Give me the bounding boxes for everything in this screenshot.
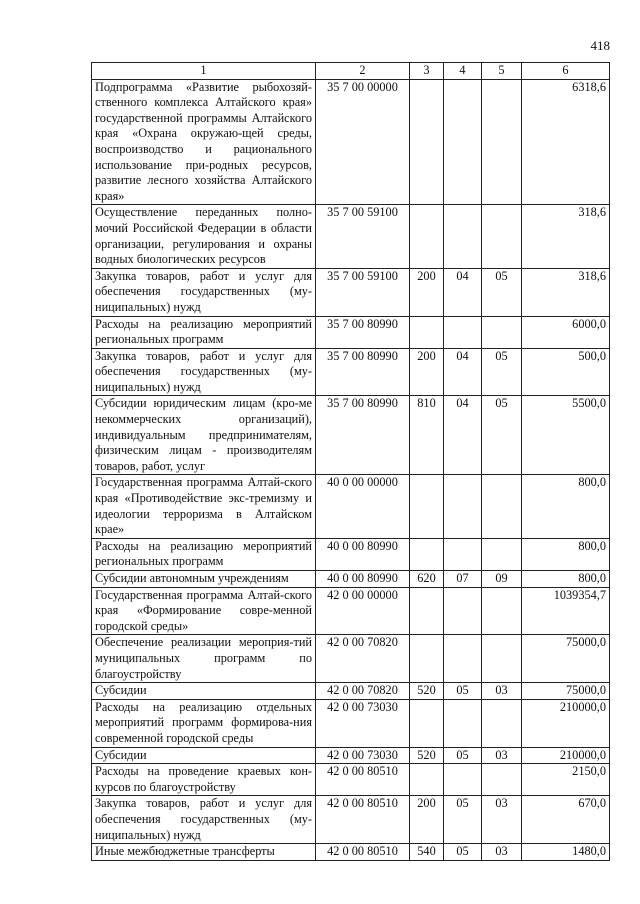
- row-name-cell: Субсидии: [92, 747, 316, 764]
- row-sum-cell: 75000,0: [522, 683, 610, 700]
- table-row: [92, 764, 610, 796]
- table-row: [92, 205, 610, 268]
- row-name-cell: Обеспечение реализации мероприя-тий муниципальных программ по благоустройству: [92, 635, 316, 683]
- row-sum-cell: 800,0: [522, 475, 610, 538]
- header-cell: 4: [444, 63, 482, 80]
- row-name-cell: Государственная программа Алтай-ского края «Формирование совре-менной городской среды»: [92, 587, 316, 635]
- row-vr-cell: 520: [410, 683, 444, 700]
- row-pr-cell: 05: [482, 348, 522, 396]
- row-pr-cell: [482, 764, 522, 796]
- row-sum-cell: 2150,0: [522, 764, 610, 796]
- table-row: [92, 587, 610, 635]
- row-rz-cell: [444, 587, 482, 635]
- row-rz-cell: 05: [444, 683, 482, 700]
- row-code-cell: 35 7 00 80990: [316, 396, 410, 475]
- row-name-cell: Закупка товаров, работ и услуг для обеспечения государственных (му-ниципальных) нужд: [92, 268, 316, 316]
- row-name-cell: Осуществление переданных полно-мочий Российской Федерации в области организации, регулирования и охраны водных биологических ресурсов: [92, 205, 316, 268]
- row-vr-cell: [410, 587, 444, 635]
- row-code-cell: 35 7 00 59100: [316, 268, 410, 316]
- row-pr-cell: 03: [482, 747, 522, 764]
- table-row: [92, 844, 610, 861]
- row-name-cell: Подпрограмма «Развитие рыбохозяй-ственного комплекса Алтайского края» государственной программы Алтайского края «Охрана окружаю-щей среды, воспроизводство и рационального использование при-родных ресурсов, развитие лесного хозяйства Алтайского края»: [92, 79, 316, 205]
- row-code-cell: 42 0 00 73030: [316, 699, 410, 747]
- row-vr-cell: 540: [410, 844, 444, 861]
- row-sum-cell: 1039354,7: [522, 587, 610, 635]
- row-name-cell: Расходы на реализацию мероприятий региональных программ: [92, 316, 316, 348]
- table-row: [92, 571, 610, 588]
- row-vr-cell: 810: [410, 396, 444, 475]
- row-sum-cell: 670,0: [522, 796, 610, 844]
- table-row: [92, 538, 610, 570]
- row-rz-cell: 05: [444, 747, 482, 764]
- row-rz-cell: [444, 699, 482, 747]
- row-vr-cell: [410, 316, 444, 348]
- row-rz-cell: 04: [444, 268, 482, 316]
- row-rz-cell: 05: [444, 796, 482, 844]
- row-sum-cell: 6000,0: [522, 316, 610, 348]
- row-sum-cell: 318,6: [522, 268, 610, 316]
- row-code-cell: 40 0 00 00000: [316, 475, 410, 538]
- row-pr-cell: 03: [482, 796, 522, 844]
- header-cell: 5: [482, 63, 522, 80]
- row-name-cell: Субсидии автономным учреждениям: [92, 571, 316, 588]
- row-pr-cell: 05: [482, 268, 522, 316]
- row-code-cell: 35 7 00 00000: [316, 79, 410, 205]
- row-rz-cell: 04: [444, 348, 482, 396]
- row-name-cell: Расходы на реализацию отдельных мероприятий программ формирова-ния современной городской среды: [92, 699, 316, 747]
- budget-table: [91, 62, 610, 861]
- row-rz-cell: [444, 635, 482, 683]
- row-vr-cell: 620: [410, 571, 444, 588]
- header-row: [92, 63, 610, 80]
- row-code-cell: 35 7 00 80990: [316, 348, 410, 396]
- row-name-cell: Расходы на реализацию мероприятий региональных программ: [92, 538, 316, 570]
- row-vr-cell: [410, 538, 444, 570]
- table-row: [92, 796, 610, 844]
- row-pr-cell: [482, 587, 522, 635]
- row-vr-cell: [410, 635, 444, 683]
- header-cell: 6: [522, 63, 610, 80]
- row-rz-cell: [444, 475, 482, 538]
- row-pr-cell: 03: [482, 683, 522, 700]
- row-sum-cell: 800,0: [522, 571, 610, 588]
- row-rz-cell: [444, 764, 482, 796]
- row-sum-cell: 318,6: [522, 205, 610, 268]
- row-code-cell: 40 0 00 80990: [316, 571, 410, 588]
- table-row: [92, 396, 610, 475]
- row-pr-cell: 03: [482, 844, 522, 861]
- row-pr-cell: [482, 205, 522, 268]
- row-name-cell: Субсидии: [92, 683, 316, 700]
- row-vr-cell: 200: [410, 796, 444, 844]
- row-vr-cell: [410, 475, 444, 538]
- row-code-cell: 35 7 00 59100: [316, 205, 410, 268]
- row-code-cell: 42 0 00 00000: [316, 587, 410, 635]
- row-rz-cell: [444, 205, 482, 268]
- row-rz-cell: 07: [444, 571, 482, 588]
- table-row: [92, 747, 610, 764]
- table-row: [92, 268, 610, 316]
- row-pr-cell: 05: [482, 396, 522, 475]
- table-row: [92, 475, 610, 538]
- header-cell: 3: [410, 63, 444, 80]
- header-cell: 2: [316, 63, 410, 80]
- row-rz-cell: [444, 316, 482, 348]
- row-vr-cell: 520: [410, 747, 444, 764]
- row-name-cell: Иные межбюджетные трансферты: [92, 844, 316, 861]
- row-code-cell: 42 0 00 73030: [316, 747, 410, 764]
- row-vr-cell: [410, 764, 444, 796]
- row-code-cell: 35 7 00 80990: [316, 316, 410, 348]
- header-cell: 1: [92, 63, 316, 80]
- row-vr-cell: [410, 699, 444, 747]
- row-name-cell: Государственная программа Алтай-ского края «Противодействие экс-тремизму и идеологии терроризма в Алтайском крае»: [92, 475, 316, 538]
- row-sum-cell: 5500,0: [522, 396, 610, 475]
- table-row: [92, 699, 610, 747]
- row-sum-cell: 210000,0: [522, 747, 610, 764]
- row-vr-cell: [410, 205, 444, 268]
- row-name-cell: Расходы на проведение краевых кон-курсов по благоустройству: [92, 764, 316, 796]
- row-name-cell: Субсидии юридическим лицам (кро-ме некоммерческих организаций), индивидуальным предпринимателям, физическим лицам - производителям товаров, работ, услуг: [92, 396, 316, 475]
- row-rz-cell: [444, 79, 482, 205]
- row-code-cell: 42 0 00 80510: [316, 764, 410, 796]
- table-row: [92, 348, 610, 396]
- table-row: [92, 635, 610, 683]
- row-pr-cell: [482, 79, 522, 205]
- row-pr-cell: [482, 316, 522, 348]
- row-sum-cell: 500,0: [522, 348, 610, 396]
- row-sum-cell: 800,0: [522, 538, 610, 570]
- row-rz-cell: [444, 538, 482, 570]
- row-pr-cell: 09: [482, 571, 522, 588]
- row-name-cell: Закупка товаров, работ и услуг для обеспечения государственных (му-ниципальных) нужд: [92, 796, 316, 844]
- row-sum-cell: 1480,0: [522, 844, 610, 861]
- row-pr-cell: [482, 538, 522, 570]
- row-code-cell: 42 0 00 70820: [316, 683, 410, 700]
- row-pr-cell: [482, 699, 522, 747]
- row-code-cell: 42 0 00 80510: [316, 796, 410, 844]
- row-name-cell: Закупка товаров, работ и услуг для обеспечения государственных (му-ниципальных) нужд: [92, 348, 316, 396]
- row-rz-cell: 04: [444, 396, 482, 475]
- row-vr-cell: 200: [410, 348, 444, 396]
- row-sum-cell: 6318,6: [522, 79, 610, 205]
- row-pr-cell: [482, 635, 522, 683]
- row-sum-cell: 75000,0: [522, 635, 610, 683]
- table-row: [92, 683, 610, 700]
- row-code-cell: 42 0 00 70820: [316, 635, 410, 683]
- table-row: [92, 79, 610, 205]
- table-row: [92, 316, 610, 348]
- row-code-cell: 40 0 00 80990: [316, 538, 410, 570]
- page-number: 418: [590, 38, 610, 53]
- row-code-cell: 42 0 00 80510: [316, 844, 410, 861]
- row-vr-cell: [410, 79, 444, 205]
- row-rz-cell: 05: [444, 844, 482, 861]
- row-pr-cell: [482, 475, 522, 538]
- row-sum-cell: 210000,0: [522, 699, 610, 747]
- row-vr-cell: 200: [410, 268, 444, 316]
